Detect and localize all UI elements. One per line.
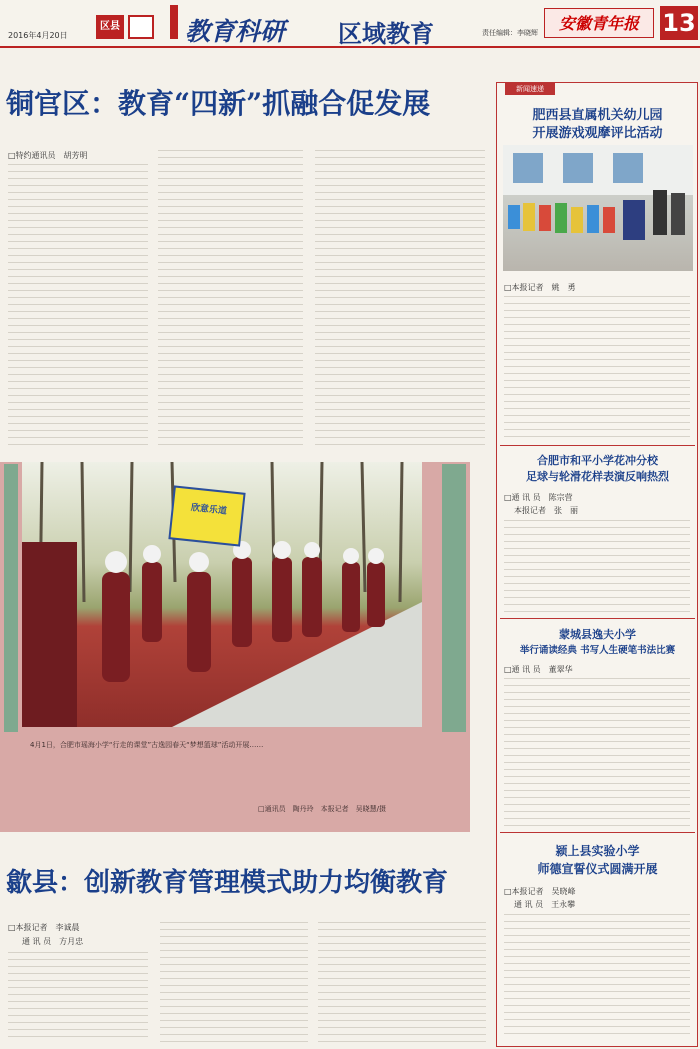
- issue-date: 2016年4月20日: [8, 31, 68, 40]
- page-tag: 区县: [96, 15, 124, 39]
- article1-body-col3: [315, 150, 485, 448]
- article1-body-col1: [8, 164, 148, 448]
- sidebar-item1-title-line1: 肥西县直属机关幼儿园: [532, 108, 663, 123]
- page-number: 13: [660, 6, 698, 40]
- section-title: 区域教育: [338, 20, 434, 48]
- sidebar-item3-byline: □通 讯 员 董翠华: [504, 665, 573, 674]
- section-brand: 教育科研: [185, 17, 286, 46]
- sidebar-item4-title-line2: 师德宣誓仪式圆满开展: [537, 862, 658, 876]
- article2-body-col2: [160, 922, 308, 1042]
- sidebar-item2-title-line2: 足球与轮滑花样表演反响热烈: [526, 470, 669, 483]
- article2-body-col3: [318, 922, 486, 1042]
- sidebar-item1-body: [504, 296, 690, 438]
- sidebar-item2-body: [504, 520, 690, 612]
- sidebar-item3-title-line2: 举行诵读经典 书写人生硬笔书法比赛: [519, 645, 676, 656]
- article2-body-col1: [8, 952, 148, 1042]
- sidebar-item4-body: [504, 914, 690, 1040]
- masthead: [0, 0, 700, 48]
- photo-side-stripe-left: [4, 464, 18, 732]
- sidebar-item3-body: [504, 678, 690, 828]
- article2-byline2: 通 讯 员 方月忠: [22, 937, 84, 946]
- kindergarten-photo-illustration: [503, 145, 693, 271]
- sidebar-item2-byline2: 本报记者 张 丽: [514, 506, 578, 515]
- sidebar-item4-byline2: 通 讯 员 王永攀: [514, 900, 576, 909]
- article2-title: 歙县：创新教育管理模式助力均衡教育: [6, 868, 449, 898]
- article1-byline: □特约通讯员 胡芳明: [8, 151, 88, 160]
- sidebar-divider1: [500, 445, 695, 446]
- red-bar-marker: [170, 5, 178, 39]
- sidebar-item3-title-line1: 蒙城县逸夫小学: [559, 628, 636, 641]
- sidebar-label: 新闻速递: [505, 83, 555, 95]
- article1-body-col2: [158, 150, 303, 448]
- sidebar-item1-title-line2: 开展游戏观摩评比活动: [532, 126, 663, 141]
- photo-children-walking: [22, 462, 422, 727]
- sidebar-item1-photo: [503, 145, 693, 271]
- masthead-emblem: [128, 15, 154, 39]
- photo-sign-text: 欣意乐道: [190, 503, 228, 517]
- sidebar-divider3: [500, 832, 695, 833]
- photo-side-stripe-right: [442, 464, 466, 732]
- sidebar-item2-title-line1: 合肥市和平小学花冲分校: [537, 454, 658, 467]
- photo-illustration: [22, 462, 422, 727]
- photo-credit: □通讯员 陶丹玲 本报记者 吴晓慧/摄: [258, 805, 386, 813]
- sidebar-item2-byline1: □通 讯 员 陈宗营: [504, 493, 573, 502]
- sidebar-item1-byline: □本报记者 姚 勇: [504, 283, 576, 292]
- newspaper-name: 安徽青年报: [544, 8, 654, 38]
- article2-byline1: □本报记者 李诚晨: [8, 923, 80, 932]
- sidebar-item4-byline1: □本报记者 吴晓峰: [504, 887, 576, 896]
- article1-title: 铜官区：教育“四新”抓融合促发展: [6, 87, 431, 120]
- sidebar-divider2: [500, 618, 695, 619]
- sidebar-item4-title-line1: 颍上县实验小学: [555, 844, 640, 858]
- photo-caption: 4月1日，合肥市瑶海小学“行走的课堂”古逸园春天“梦想篮球”活动开展……: [30, 741, 264, 749]
- editor-line: 责任编辑：李晓辉: [482, 29, 538, 37]
